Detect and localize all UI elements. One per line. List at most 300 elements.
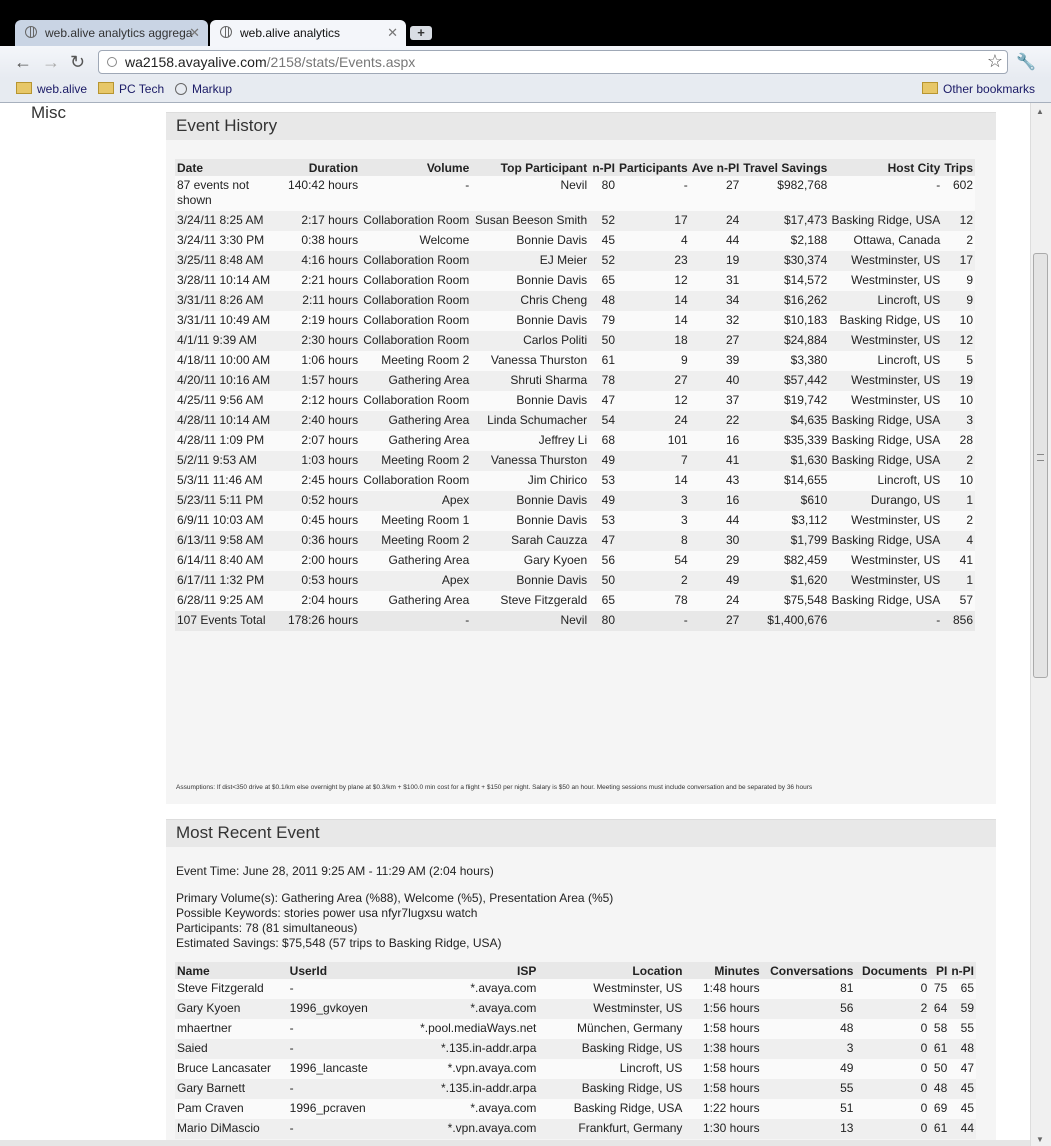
address-bar[interactable] <box>98 50 1008 74</box>
table-header-row <box>175 962 976 979</box>
column-header: UserId <box>288 962 388 979</box>
table-cell: Collaboration Room <box>360 331 471 351</box>
table-cell: 61 <box>929 1119 949 1139</box>
column-header: Duration <box>278 159 360 176</box>
table-cell: 0 <box>855 979 929 999</box>
event-time: Event Time: June 28, 2011 9:25 AM - 11:29 AM (2:04 hours) <box>176 864 494 878</box>
table-row <box>175 999 976 1019</box>
table-cell: 1:56 hours <box>684 999 761 1019</box>
table-cell: 16 <box>690 431 742 451</box>
table-cell: Carlos Politi <box>471 331 589 351</box>
table-cell: - <box>288 1119 388 1139</box>
table-cell: $14,572 <box>741 271 829 291</box>
table-cell: Welcome <box>360 231 471 251</box>
table-cell: 2:17 hours <box>278 211 360 231</box>
table-cell: 65 <box>589 271 617 291</box>
table-cell: 24 <box>690 211 742 231</box>
table-cell: mhaertner <box>175 1019 288 1039</box>
bookmark-label: PC Tech <box>119 82 165 96</box>
table-cell: 54 <box>589 411 617 431</box>
table-cell: 3/31/11 8:26 AM <box>175 291 278 311</box>
table-cell: 30 <box>690 531 742 551</box>
table-cell: 3 <box>942 411 975 431</box>
folder-icon <box>16 82 32 94</box>
table-cell: 0 <box>855 1019 929 1039</box>
table-row <box>175 1119 976 1139</box>
bookmark-label: Markup <box>192 82 233 96</box>
table-row <box>175 1059 976 1079</box>
column-header: n-PI <box>949 962 976 979</box>
table-cell: 1:22 hours <box>684 1099 761 1119</box>
table-row <box>175 979 976 999</box>
url-text[interactable] <box>125 54 415 70</box>
table-cell: Gary Barnett <box>175 1079 288 1099</box>
table-cell: $30,374 <box>741 251 829 271</box>
tab-strip <box>0 0 1051 46</box>
bookmark-web-alive[interactable] <box>16 82 87 96</box>
table-cell: 14 <box>617 311 690 331</box>
table-cell: Bonnie Davis <box>471 231 589 251</box>
table-cell: 48 <box>949 1039 976 1059</box>
table-cell: 1:57 hours <box>278 371 360 391</box>
table-cell: 87 events not shown <box>175 176 278 211</box>
table-cell: $1,400,676 <box>741 611 829 631</box>
table-cell: Ottawa, Canada <box>829 231 942 251</box>
table-cell: Westminster, US <box>829 271 942 291</box>
table-cell: - <box>829 176 942 211</box>
forward-arrow-icon[interactable]: → <box>42 52 60 72</box>
page-viewport <box>0 103 1030 1146</box>
table-cell: 3/25/11 8:48 AM <box>175 251 278 271</box>
table-cell: 3/31/11 10:49 AM <box>175 311 278 331</box>
table-cell: 80 <box>589 176 617 211</box>
table-cell: 52 <box>589 251 617 271</box>
table-cell: 0 <box>855 1119 929 1139</box>
table-cell: 4 <box>617 231 690 251</box>
table-cell: Bonnie Davis <box>471 571 589 591</box>
table-cell: 69 <box>929 1099 949 1119</box>
table-cell: *.vpn.avaya.com <box>387 1059 538 1079</box>
table-cell: 0:53 hours <box>278 571 360 591</box>
table-cell: 53 <box>589 471 617 491</box>
table-cell: 107 Events Total <box>175 611 278 631</box>
table-cell: - <box>288 1039 388 1059</box>
vertical-scrollbar[interactable] <box>1030 103 1051 1146</box>
table-cell: 140:42 hours <box>278 176 360 211</box>
table-cell: 34 <box>690 291 742 311</box>
table-cell: 178:26 hours <box>278 611 360 631</box>
table-cell: Jim Chirico <box>471 471 589 491</box>
table-cell: 17 <box>942 251 975 271</box>
table-cell: 2:12 hours <box>278 391 360 411</box>
table-cell: Vanessa Thurston <box>471 351 589 371</box>
table-cell: 12 <box>942 331 975 351</box>
table-cell: Nevil <box>471 611 589 631</box>
table-cell: $75,548 <box>741 591 829 611</box>
table-cell: Mario DiMascio <box>175 1119 288 1139</box>
column-header: Documents <box>855 962 929 979</box>
table-cell: 12 <box>617 271 690 291</box>
table-cell: 14 <box>617 291 690 311</box>
table-cell: 4/25/11 9:56 AM <box>175 391 278 411</box>
table-cell: 40 <box>690 371 742 391</box>
table-cell: - <box>288 1079 388 1099</box>
table-cell: 28 <box>942 431 975 451</box>
table-cell: 50 <box>929 1059 949 1079</box>
table-cell: Bonnie Davis <box>471 391 589 411</box>
table-cell: 54 <box>617 551 690 571</box>
table-cell: 0:45 hours <box>278 511 360 531</box>
table-row <box>175 351 975 371</box>
table-row <box>175 291 975 311</box>
tab-title: web.alive analytics <box>240 26 341 40</box>
table-cell: 1:03 hours <box>278 451 360 471</box>
table-cell: Frankfurt, Germany <box>538 1119 684 1139</box>
table-cell: Bruce Lancasater <box>175 1059 288 1079</box>
column-header: Participants <box>619 161 688 175</box>
table-cell: 65 <box>949 979 976 999</box>
table-cell: 1:58 hours <box>684 1059 761 1079</box>
table-row <box>175 431 975 451</box>
table-cell: 10 <box>942 471 975 491</box>
table-cell: 1 <box>942 571 975 591</box>
table-cell: 3 <box>762 1039 856 1059</box>
table-row <box>175 271 975 291</box>
table-row <box>175 331 975 351</box>
table-cell: 32 <box>690 311 742 331</box>
table-cell: 65 <box>589 591 617 611</box>
table-cell: 2:30 hours <box>278 331 360 351</box>
table-cell: 47 <box>589 531 617 551</box>
primary-volumes: Primary Volume(s): Gathering Area (%88), Welcome (%5), Presentation Area (%5) <box>176 891 614 905</box>
table-cell: Gathering Area <box>360 431 471 451</box>
new-tab-button[interactable]: + <box>410 26 432 40</box>
table-cell: 2:19 hours <box>278 311 360 331</box>
table-cell: $2,188 <box>741 231 829 251</box>
close-icon[interactable]: ✕ <box>387 25 398 40</box>
table-cell: 49 <box>589 491 617 511</box>
table-cell: 44 <box>690 231 742 251</box>
table-row <box>175 311 975 331</box>
participants-count: Participants: 78 (81 simultaneous) <box>176 921 358 935</box>
table-cell: 1:58 hours <box>684 1019 761 1039</box>
tab-analytics-aggregate[interactable] <box>15 20 208 46</box>
bookmark-label: web.alive <box>37 82 88 96</box>
event-history-panel <box>166 112 996 804</box>
table-cell: *.avaya.com <box>387 1099 538 1119</box>
table-cell: $35,339 <box>741 431 829 451</box>
table-cell: 61 <box>589 351 617 371</box>
bookmark-star-icon[interactable]: ☆ <box>986 51 1003 71</box>
table-cell: $1,630 <box>741 451 829 471</box>
table-cell: $17,473 <box>741 211 829 231</box>
participants-table <box>175 962 976 1139</box>
table-cell: 2 <box>942 451 975 471</box>
table-cell: 78 <box>589 371 617 391</box>
table-cell: 79 <box>589 311 617 331</box>
table-cell: Basking Ridge, USA <box>829 431 942 451</box>
table-cell: 45 <box>949 1099 976 1119</box>
table-cell: $16,262 <box>741 291 829 311</box>
table-cell: Basking Ridge, USA <box>829 591 942 611</box>
table-row <box>175 551 975 571</box>
table-cell: 1:58 hours <box>684 1079 761 1099</box>
possible-keywords: Possible Keywords: stories power usa nfyr7lugxsu watch <box>176 906 478 920</box>
table-cell: 5/2/11 9:53 AM <box>175 451 278 471</box>
table-cell: 8 <box>617 531 690 551</box>
most-recent-event-panel <box>166 819 996 1146</box>
table-cell: Basking Ridge, USA <box>829 411 942 431</box>
table-cell: 78 <box>617 591 690 611</box>
table-cell: $57,442 <box>741 371 829 391</box>
table-row <box>175 1039 976 1059</box>
table-cell: 27 <box>690 331 742 351</box>
table-cell: 4/18/11 10:00 AM <box>175 351 278 371</box>
table-row <box>175 371 975 391</box>
table-cell: 2:07 hours <box>278 431 360 451</box>
table-cell: 59 <box>949 999 976 1019</box>
table-cell: *.avaya.com <box>387 979 538 999</box>
table-cell: 31 <box>690 271 742 291</box>
table-cell: 0 <box>855 1099 929 1119</box>
table-cell: Meeting Room 2 <box>360 451 471 471</box>
table-cell: Meeting Room 2 <box>360 531 471 551</box>
table-cell: $4,635 <box>741 411 829 431</box>
table-cell: 856 <box>942 611 975 631</box>
table-cell: 29 <box>690 551 742 571</box>
bookmark-label: Other bookmarks <box>943 82 1036 96</box>
table-cell: 3 <box>617 511 690 531</box>
table-cell: *.135.in-addr.arpa <box>387 1039 538 1059</box>
table-cell: Gathering Area <box>360 551 471 571</box>
table-cell: 39 <box>690 351 742 371</box>
table-cell: 5/3/11 11:46 AM <box>175 471 278 491</box>
column-header: Volume <box>360 159 471 176</box>
table-cell: Apex <box>360 571 471 591</box>
table-cell: Collaboration Room <box>360 271 471 291</box>
table-cell: - <box>617 611 690 631</box>
assumptions-note: Assumptions: If dist<350 drive at $0.1/km else overnight by plane at $0.3/km + $100.0 min cost for a flight + $150 per night. Salary is $50 an hour. Meeting sessions must include conversation and be separated by 36 hours <box>176 784 813 791</box>
table-cell: München, Germany <box>538 1019 684 1039</box>
column-header: Trips <box>942 159 975 176</box>
table-cell: Lincroft, US <box>829 351 942 371</box>
scrollbar-thumb[interactable] <box>1033 253 1048 678</box>
table-cell: Bonnie Davis <box>471 311 589 331</box>
table-row <box>175 211 975 231</box>
table-row <box>175 1079 976 1099</box>
table-cell: 101 <box>617 431 690 451</box>
table-cell: Gathering Area <box>360 371 471 391</box>
column-header: Travel Savings <box>743 161 828 175</box>
table-cell: 0 <box>855 1059 929 1079</box>
column-header: Host City <box>829 159 942 176</box>
table-cell: $1,620 <box>741 571 829 591</box>
table-cell: Basking Ridge, USA <box>829 531 942 551</box>
table-cell: 2 <box>855 999 929 1019</box>
most-recent-event-title: Most Recent Event <box>166 819 996 847</box>
table-cell: Westminster, US <box>829 551 942 571</box>
table-cell: Basking Ridge, US <box>829 311 942 331</box>
table-cell: $14,655 <box>741 471 829 491</box>
table-cell: 58 <box>929 1019 949 1039</box>
table-cell: $24,884 <box>741 331 829 351</box>
table-cell: - <box>617 176 690 211</box>
column-header: ISP <box>387 962 538 979</box>
table-cell: 44 <box>690 511 742 531</box>
table-cell: 47 <box>589 391 617 411</box>
table-cell: Basking Ridge, USA <box>829 211 942 231</box>
table-cell: 12 <box>942 211 975 231</box>
table-cell: 41 <box>690 451 742 471</box>
table-cell: Basking Ridge, US <box>538 1039 684 1059</box>
table-cell: 0 <box>855 1039 929 1059</box>
table-cell: *.vpn.avaya.com <box>387 1119 538 1139</box>
table-cell: - <box>288 1019 388 1039</box>
table-cell: Meeting Room 2 <box>360 351 471 371</box>
table-row <box>175 1099 976 1119</box>
table-cell: 3 <box>617 491 690 511</box>
table-cell: 50 <box>589 571 617 591</box>
table-cell: $3,380 <box>741 351 829 371</box>
table-cell: 4:16 hours <box>278 251 360 271</box>
table-cell: Susan Beeson Smith <box>471 211 589 231</box>
table-cell: 0:36 hours <box>278 531 360 551</box>
table-row <box>175 1019 976 1039</box>
folder-icon <box>922 82 938 94</box>
table-cell: 6/17/11 1:32 PM <box>175 571 278 591</box>
table-cell: 48 <box>762 1019 856 1039</box>
column-header: Location <box>538 962 684 979</box>
table-cell: 55 <box>762 1079 856 1099</box>
table-cell: 45 <box>589 231 617 251</box>
table-cell: Westminster, US <box>538 999 684 1019</box>
table-cell: 1996_lancaste <box>288 1059 388 1079</box>
table-cell: 5/23/11 5:11 PM <box>175 491 278 511</box>
table-row <box>175 176 975 211</box>
table-cell: Collaboration Room <box>360 391 471 411</box>
table-cell: Apex <box>360 491 471 511</box>
bookmark-markup[interactable] <box>175 82 232 96</box>
table-cell: 47 <box>949 1059 976 1079</box>
table-row <box>175 471 975 491</box>
table-cell: Jeffrey Li <box>471 431 589 451</box>
table-row <box>175 491 975 511</box>
table-row <box>175 411 975 431</box>
column-header: Conversations <box>762 962 856 979</box>
table-cell: $19,742 <box>741 391 829 411</box>
back-arrow-icon[interactable]: ← <box>14 52 32 72</box>
table-cell: 1996_pcraven <box>288 1099 388 1119</box>
table-cell: 2:00 hours <box>278 551 360 571</box>
table-cell: 6/13/11 9:58 AM <box>175 531 278 551</box>
table-cell: 4/20/11 10:16 AM <box>175 371 278 391</box>
table-cell: 57 <box>942 591 975 611</box>
url-host: wa2158.avayalive.com <box>125 54 267 70</box>
table-cell: 1996_gvkoyen <box>288 999 388 1019</box>
table-cell: *.pool.mediaWays.net <box>387 1019 538 1039</box>
table-cell: Westminster, US <box>829 571 942 591</box>
table-cell: Westminster, US <box>538 979 684 999</box>
table-cell: 19 <box>942 371 975 391</box>
table-cell: 75 <box>929 979 949 999</box>
table-cell: Bonnie Davis <box>471 491 589 511</box>
reload-icon[interactable]: ↻ <box>70 52 86 72</box>
table-cell: Basking Ridge, USA <box>538 1099 684 1119</box>
table-row <box>175 531 975 551</box>
table-cell: 24 <box>690 591 742 611</box>
table-cell: 2:11 hours <box>278 291 360 311</box>
sidebar-misc[interactable]: Misc <box>31 103 66 122</box>
table-cell: 52 <box>589 211 617 231</box>
table-cell: 0:38 hours <box>278 231 360 251</box>
table-cell: 10 <box>942 311 975 331</box>
globe-icon <box>220 26 232 38</box>
table-cell: 0 <box>855 1079 929 1099</box>
table-cell: *.avaya.com <box>387 999 538 1019</box>
table-cell: 6/14/11 8:40 AM <box>175 551 278 571</box>
table-cell: - <box>360 611 471 631</box>
scroll-up-arrow-icon[interactable]: ▲ <box>1036 107 1044 116</box>
table-cell: $1,799 <box>741 531 829 551</box>
table-cell: 45 <box>949 1079 976 1099</box>
table-cell: Collaboration Room <box>360 291 471 311</box>
table-cell: Meeting Room 1 <box>360 511 471 531</box>
table-cell: 2:04 hours <box>278 591 360 611</box>
table-cell: 2:21 hours <box>278 271 360 291</box>
tab-analytics[interactable] <box>210 20 406 46</box>
table-cell: Westminster, US <box>829 371 942 391</box>
table-cell: 23 <box>617 251 690 271</box>
table-cell: 4 <box>942 531 975 551</box>
table-cell: 50 <box>589 331 617 351</box>
table-cell: Westminster, US <box>829 251 942 271</box>
table-cell: 2 <box>942 231 975 251</box>
table-cell: - <box>360 176 471 211</box>
table-cell: 13 <box>762 1119 856 1139</box>
bookmarks-bar <box>0 78 1051 103</box>
table-cell: 1:48 hours <box>684 979 761 999</box>
table-cell: 3/28/11 10:14 AM <box>175 271 278 291</box>
table-cell: 22 <box>690 411 742 431</box>
table-cell: EJ Meier <box>471 251 589 271</box>
table-cell: 43 <box>690 471 742 491</box>
column-header: Name <box>175 962 288 979</box>
table-cell: Sarah Cauzza <box>471 531 589 551</box>
table-cell: Gathering Area <box>360 411 471 431</box>
table-cell: 602 <box>942 176 975 211</box>
table-cell: 37 <box>690 391 742 411</box>
wrench-icon[interactable]: 🔧 <box>1016 54 1036 71</box>
table-cell: 10 <box>942 391 975 411</box>
other-bookmarks[interactable] <box>922 82 1035 96</box>
bookmark-pc-tech[interactable] <box>98 82 164 96</box>
table-cell: Gary Kyoen <box>471 551 589 571</box>
total-row <box>175 611 975 631</box>
table-cell: 2:45 hours <box>278 471 360 491</box>
event-history-title: Event History <box>166 112 996 140</box>
scroll-down-arrow-icon[interactable]: ▼ <box>1036 1135 1044 1144</box>
table-row <box>175 451 975 471</box>
horizontal-scrollbar[interactable] <box>0 1140 1030 1146</box>
table-cell: 4/28/11 10:14 AM <box>175 411 278 431</box>
globe-icon <box>25 26 37 38</box>
close-icon[interactable]: ✕ <box>189 25 200 40</box>
table-cell: $982,768 <box>741 176 829 211</box>
globe-icon <box>175 83 187 95</box>
table-cell: Collaboration Room <box>360 311 471 331</box>
table-cell: 49 <box>762 1059 856 1079</box>
table-cell: Bonnie Davis <box>471 271 589 291</box>
